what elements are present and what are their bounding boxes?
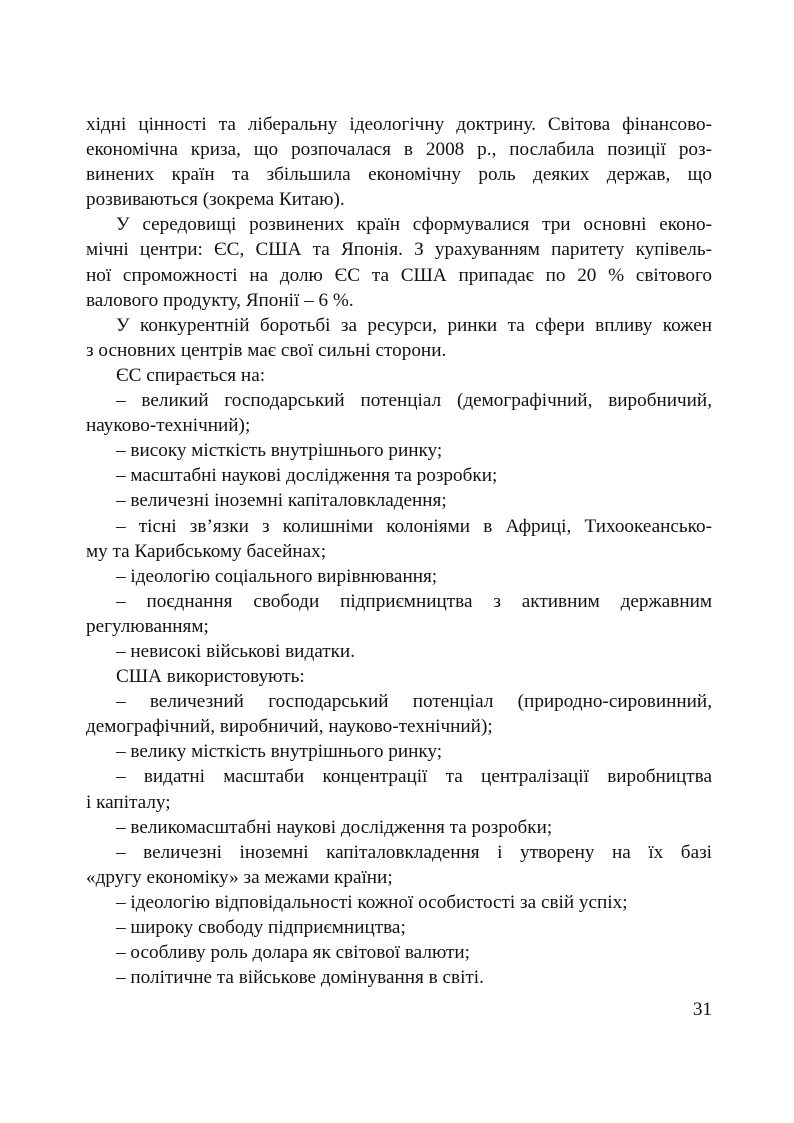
text-line: і капіталу; bbox=[86, 791, 171, 813]
list-item: – велику місткість внутрішнього ринку; bbox=[116, 741, 443, 763]
text-line: У середовищі розвинених країн сформувалися три основні еконо- bbox=[116, 214, 712, 236]
list-item: – величезні іноземні капіталовкладення і утворену на їх базі bbox=[116, 841, 712, 863]
list-item: – високу місткість внутрішнього ринку; bbox=[116, 440, 443, 462]
list-item: – величезні іноземні капіталовкладення; bbox=[116, 490, 447, 512]
list-item: – масштабні наукові дослідження та розробки; bbox=[116, 465, 498, 487]
text-line: хідні цінності та ліберальну ідеологічну доктрину. Світова фінансово- bbox=[86, 114, 712, 135]
list-item: – ідеологію відповідальності кожної особистості за свій успіх; bbox=[116, 891, 628, 913]
list-item: – великий господарський потенціал (демографічний, виробничий, bbox=[116, 390, 712, 412]
list-item: – поєднання свободи підприємництва з активним державним bbox=[116, 590, 712, 612]
text-line: регулюванням; bbox=[86, 615, 209, 637]
text-line: з основних центрів має свої сильні сторони. bbox=[86, 339, 447, 361]
text-line: США використовують: bbox=[116, 666, 305, 688]
list-item: – величезний господарський потенціал (природно-сировинний, bbox=[116, 691, 712, 713]
text-line: «другу економіку» за межами країни; bbox=[86, 866, 393, 888]
list-item: – широку свободу підприємництва; bbox=[116, 917, 406, 938]
text-line: му та Карибському басейнах; bbox=[86, 540, 327, 562]
list-item: – ідеологію соціального вирівнювання; bbox=[116, 565, 438, 587]
list-item: – невисокі військові видатки. bbox=[116, 640, 355, 662]
text-line: винених країн та збільшила економічну роль деяких держав, що bbox=[86, 164, 712, 186]
text-line: науково-технічний); bbox=[86, 415, 251, 437]
text-line: мічні центри: ЄС, США та Японія. З урахуванням паритету купівель- bbox=[86, 239, 712, 261]
text-line: ної спроможності на долю ЄС та США припадає по 20 % світового bbox=[86, 264, 712, 286]
text-line: ЄС спирається на: bbox=[116, 364, 266, 386]
page-body bbox=[86, 112, 712, 990]
text-line: демографічний, виробничий, науково-технічний); bbox=[86, 716, 493, 738]
page-number: 31 bbox=[692, 999, 712, 1020]
text-line: валового продукту, Японії – 6 %. bbox=[86, 289, 354, 311]
list-item: – великомасштабні наукові дослідження та розробки; bbox=[116, 816, 553, 838]
list-item: – особливу роль долара як світової валюти; bbox=[116, 942, 471, 964]
list-item: – тісні зв’язки з колишніми колоніями в Африці, Тихоокеансько- bbox=[116, 515, 712, 537]
list-item: – видатні масштаби концентрації та централізації виробництва bbox=[116, 766, 712, 788]
list-item: – політичне та військове домінування в світі. bbox=[116, 967, 484, 989]
text-line: розвиваються (зокрема Китаю). bbox=[86, 189, 345, 211]
text-line: економічна криза, що розпочалася в 2008 р., послабила позиції роз- bbox=[86, 139, 712, 161]
text-line: У конкурентній боротьбі за ресурси, ринки та сфери впливу кожен bbox=[116, 314, 712, 336]
